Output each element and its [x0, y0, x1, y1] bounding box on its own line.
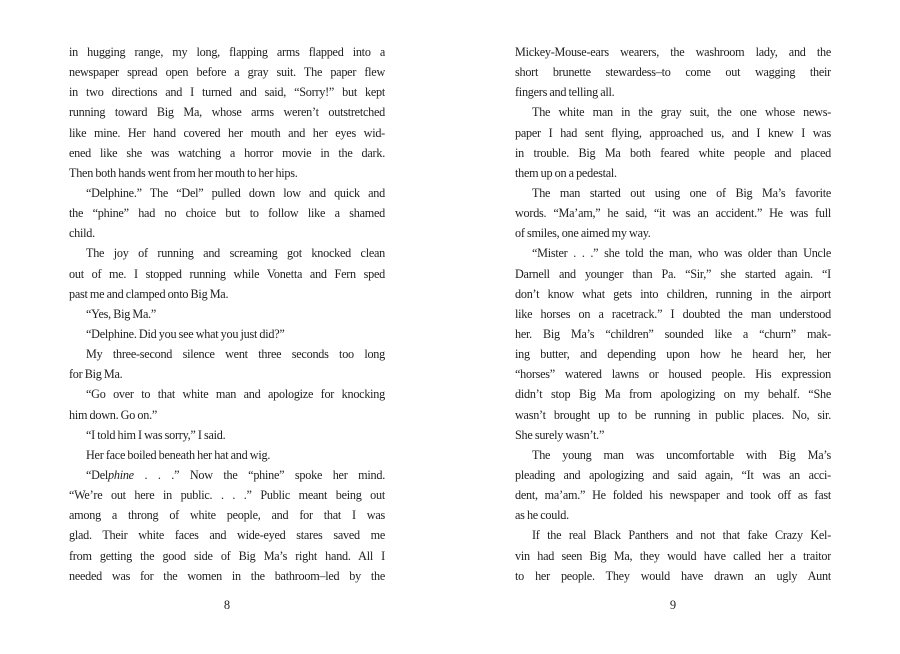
text-line — [69, 42, 385, 62]
text-line — [515, 62, 831, 82]
text-line — [515, 384, 831, 404]
page-number: 8 — [223, 598, 231, 612]
text-segment: paper I had sent flying, approached us, and I knew I was — [515, 125, 831, 140]
text-lines — [515, 42, 831, 586]
text-line — [69, 546, 385, 566]
text-line — [515, 304, 831, 324]
text-line — [515, 364, 831, 384]
text-segment: pleading and apologizing and said again, “It was an acci- — [515, 467, 831, 482]
text-line — [515, 102, 831, 122]
text-segment: in trouble. Big Ma both feared white people and placed — [515, 145, 831, 160]
text-segment: to her people. They would have drawn an ugly Aunt — [515, 568, 831, 583]
italic-text-segment: phine — [108, 467, 134, 482]
text-segment: like mine. Her hand covered her mouth and her eyes wid- — [69, 125, 385, 140]
text-segment: from getting the good side of Big Ma’s right hand. All I — [69, 548, 385, 563]
text-line — [69, 123, 385, 143]
text-lines — [69, 42, 385, 586]
book-page-right — [515, 42, 831, 642]
text-line — [69, 163, 385, 183]
text-segment: The young man was uncomfortable with Big Ma’s — [532, 447, 831, 462]
text-segment: . . .” Now the “phine” spoke her mind. — [133, 467, 385, 482]
text-segment: her. Big Ma’s “children” sounded like a “churn” mak- — [515, 326, 831, 341]
text-line — [515, 465, 831, 485]
text-line — [515, 344, 831, 364]
text-line — [69, 384, 385, 404]
text-segment: The joy of running and screaming got knocked clean — [86, 246, 385, 261]
text-segment: “Del — [86, 467, 109, 482]
text-line — [515, 505, 831, 525]
text-segment: in hugging range, my long, flapping arms flapped into a — [69, 45, 385, 59]
text-line — [69, 223, 385, 243]
text-segment: “Mister . . .” she told the man, who was older than Uncle — [532, 246, 831, 261]
text-segment: needed was for the women in the bathroom–led by the — [69, 568, 385, 583]
text-segment: out of me. I stopped running while Vonetta and Fern sped — [69, 266, 385, 281]
text-line — [515, 566, 831, 586]
text-segment: the “phine” had no choice but to follow like a shamed — [69, 206, 385, 221]
text-line — [69, 344, 385, 364]
text-segment: among a throng of white people, and for that I was — [69, 508, 385, 523]
text-line — [69, 102, 385, 122]
text-line — [69, 566, 385, 586]
text-segment: “Delphine.” The “Del” pulled down low and quick and — [86, 185, 385, 200]
text-line — [515, 405, 831, 425]
text-segment: “Delphine. Did you see what you just did?” — [86, 326, 285, 341]
text-line — [515, 42, 831, 62]
text-line — [515, 223, 831, 243]
text-line — [69, 324, 385, 344]
text-line — [69, 364, 385, 384]
text-line — [515, 485, 831, 505]
text-segment: short brunette stewardess–to come out wagging their — [515, 65, 831, 80]
text-segment: fingers and telling all. — [515, 85, 615, 100]
text-segment: don’t know what gets into children, running in the airport — [515, 286, 831, 301]
text-segment: vin had seen Big Ma, they would have called her a traitor — [515, 548, 831, 563]
text-line — [515, 82, 831, 102]
text-line — [69, 304, 385, 324]
text-line — [515, 243, 831, 263]
text-line — [69, 465, 385, 485]
text-line — [515, 264, 831, 284]
text-segment: dent, ma’am.” He folded his newspaper and took off as fast — [515, 488, 831, 503]
text-segment: Mickey-Mouse-ears wearers, the washroom lady, and the — [515, 45, 831, 59]
text-line — [515, 183, 831, 203]
text-segment: child. — [69, 226, 95, 241]
text-segment: Then both hands went from her mouth to her hips. — [69, 165, 298, 180]
text-segment: Her face boiled beneath her hat and wig. — [86, 447, 271, 462]
text-line — [515, 445, 831, 465]
text-segment: “I told him I was sorry,” I said. — [86, 427, 226, 442]
text-line — [69, 485, 385, 505]
text-segment: past me and clamped onto Big Ma. — [69, 286, 229, 301]
text-segment: them up on a pedestal. — [515, 165, 617, 180]
text-segment: ing butter, and depending upon how he heard her, her — [515, 347, 831, 362]
text-line — [515, 203, 831, 223]
text-line — [515, 163, 831, 183]
text-segment: Darnell and younger than Pa. “Sir,” she started again. “I — [515, 266, 831, 281]
text-line — [515, 324, 831, 344]
text-segment: “Go over to that white man and apologize for knocking — [86, 387, 385, 402]
book-page-left — [69, 42, 385, 642]
text-segment: glad. Their white faces and wide-eyed stares saved me — [69, 528, 385, 543]
text-line — [515, 143, 831, 163]
text-segment: My three-second silence went three seconds too long — [86, 347, 385, 362]
text-line — [69, 445, 385, 465]
text-segment: The man started out using one of Big Ma’s favorite — [532, 185, 831, 200]
text-line — [69, 82, 385, 102]
text-segment: “We’re out here in public. . . .” Public meant being out — [69, 488, 385, 503]
text-line — [69, 143, 385, 163]
text-segment: running toward Big Ma, whose arms weren’t outstretched — [69, 105, 385, 120]
text-line — [69, 62, 385, 82]
text-segment: “horses” watered lawns or housed people. His expression — [515, 367, 831, 382]
text-segment: The white man in the gray suit, the one whose news- — [532, 105, 831, 120]
text-line — [69, 505, 385, 525]
text-segment: didn’t stop Big Ma from apologizing on my behalf. “She — [515, 387, 831, 402]
text-segment: like horses on a racetrack.” I doubted the man understood — [515, 306, 831, 321]
text-line — [69, 425, 385, 445]
text-segment: “Yes, Big Ma.” — [86, 306, 157, 321]
text-line — [69, 243, 385, 263]
text-segment: wasn’t brought up to be running in public places. No, sir. — [515, 407, 831, 422]
text-line — [69, 183, 385, 203]
text-line — [515, 546, 831, 566]
text-segment: as he could. — [515, 508, 569, 523]
text-segment: If the real Black Panthers and not that fake Crazy Kel- — [532, 528, 831, 543]
text-segment: newspaper spread open before a gray suit. The paper flew — [69, 65, 385, 80]
text-segment: him down. Go on.” — [69, 407, 158, 422]
text-segment: for Big Ma. — [69, 367, 123, 382]
page-number: 9 — [669, 598, 677, 612]
text-segment: words. “Ma’am,” he said, “it was an accident.” He was full — [515, 206, 831, 221]
text-line — [515, 284, 831, 304]
text-line — [515, 525, 831, 545]
text-line — [515, 425, 831, 445]
text-segment: of smiles, one aimed my way. — [515, 226, 651, 241]
text-line — [515, 123, 831, 143]
text-line — [69, 525, 385, 545]
text-line — [69, 405, 385, 425]
text-segment: ened like she was watching a horror movie in the dark. — [69, 145, 385, 160]
text-line — [69, 284, 385, 304]
text-segment: She surely wasn’t.” — [515, 427, 605, 442]
text-segment: in two directions and I turned and said, “Sorry!” but kept — [69, 85, 385, 100]
text-line — [69, 203, 385, 223]
text-line — [69, 264, 385, 284]
